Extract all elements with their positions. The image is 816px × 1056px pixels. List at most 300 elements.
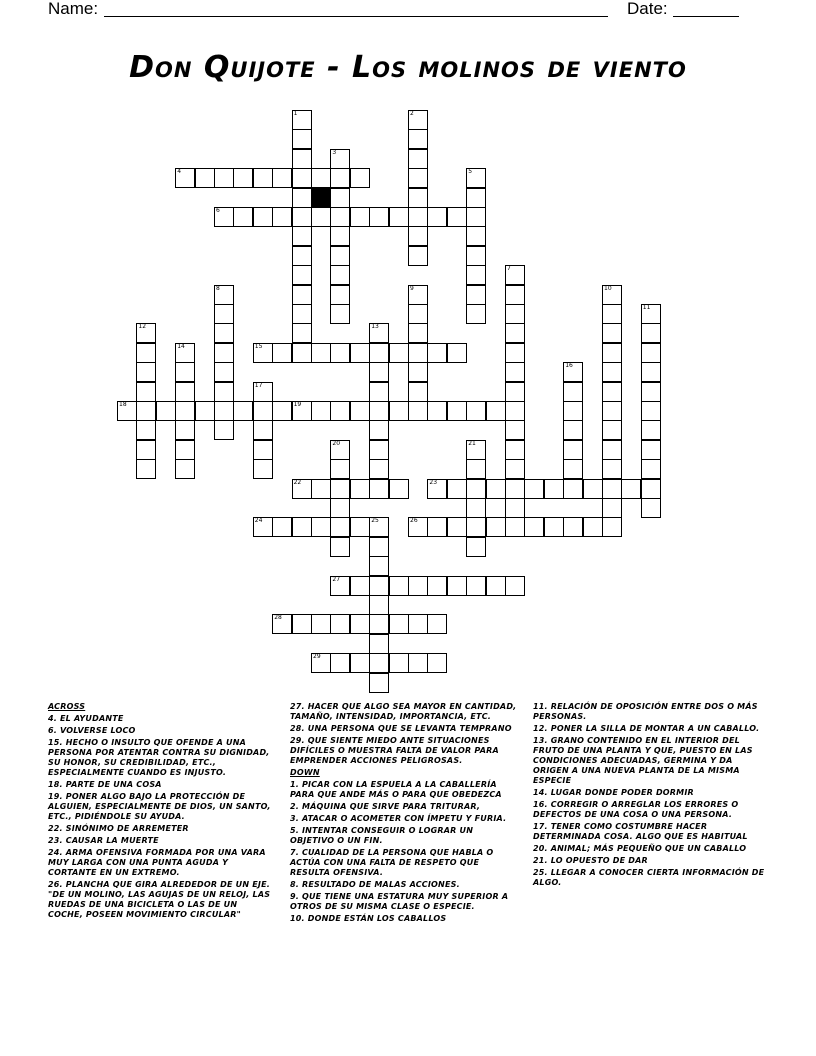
clue-number: 11 [642, 304, 651, 311]
crossword-cell[interactable] [311, 168, 331, 188]
crossword-cell[interactable] [389, 576, 409, 596]
crossword-cell[interactable] [233, 207, 253, 227]
crossword-cell[interactable] [214, 401, 234, 421]
crossword-cell[interactable] [330, 517, 350, 537]
crossword-cell[interactable] [641, 304, 661, 324]
crossword-cell[interactable] [253, 440, 273, 460]
down-clue: 25. LLEGAR A CONOCER CIERTA INFORMACIÓN DE ALGO. [533, 868, 765, 887]
clue-number: 23 [429, 478, 438, 486]
clue-number: 12 [138, 323, 147, 331]
crossword-cell[interactable] [330, 168, 350, 188]
across-clue: 24. ARMA OFENSIVA FORMADA POR UNA VARA MUY LARGA CON UNA PUNTA AGUDA Y CORTANTE EN UN EXTREMO. [48, 848, 266, 877]
crossword-cell[interactable] [389, 343, 409, 363]
crossword-cell[interactable] [136, 382, 156, 402]
across-clue: 23. CAUSAR LA MUERTE [48, 836, 159, 845]
crossword-cell[interactable] [602, 343, 622, 363]
crossword-cell[interactable] [330, 343, 350, 363]
crossword-cell[interactable] [330, 207, 350, 227]
crossword-cell[interactable] [214, 285, 234, 305]
crossword-cell[interactable] [505, 420, 525, 440]
clue-number: 9 [410, 284, 414, 292]
clue-number: 17 [254, 381, 263, 389]
across-clue: 26. PLANCHA QUE GIRA ALREDEDOR DE UN EJE. "DE UN MOLINO, LAS AGUJAS DE UN RELOJ, LAS RUEDAS DE UNA BICICLETA O LAS DE UN COCHE, POSEEN MOVIMIENTO CIRCULAR" [48, 880, 271, 919]
crossword-cell[interactable] [175, 343, 195, 363]
clue-number: 7 [507, 265, 511, 273]
clue-number: 4 [177, 168, 182, 176]
crossword-cell[interactable] [350, 576, 370, 596]
clues-column-1 [48, 702, 274, 922]
crossword-cell[interactable] [602, 362, 622, 382]
crossword-cell[interactable] [427, 401, 447, 421]
across-heading: ACROSS [48, 702, 86, 711]
crossword-cell[interactable] [408, 285, 428, 305]
crossword-cell[interactable] [330, 304, 350, 324]
crossword-cell[interactable] [427, 517, 447, 537]
crossword-cell[interactable] [330, 226, 350, 246]
crossword-cell[interactable] [292, 265, 312, 285]
crossword-cell[interactable] [350, 614, 370, 634]
crossword-cell[interactable] [369, 634, 389, 654]
crossword-cell[interactable] [292, 226, 312, 246]
crossword-cell[interactable] [253, 459, 273, 479]
crossword-cell[interactable] [233, 168, 253, 188]
crossword-cell[interactable] [292, 323, 312, 343]
crossword-cell[interactable] [486, 401, 506, 421]
crossword-cell[interactable] [292, 304, 312, 324]
crossword-cell[interactable] [505, 382, 525, 402]
crossword-cell[interactable] [505, 576, 525, 596]
crossword-cell[interactable] [544, 479, 564, 499]
crossword-cell[interactable] [466, 401, 486, 421]
crossword-cell[interactable] [447, 343, 467, 363]
crossword-cell[interactable] [505, 401, 525, 421]
crossword-cell[interactable] [292, 401, 312, 421]
crossword-cell[interactable] [330, 479, 350, 499]
crossword-cell[interactable] [272, 168, 292, 188]
crossword-cell[interactable] [389, 479, 409, 499]
crossword-cell[interactable] [408, 401, 428, 421]
down-clue: 14. LUGAR DONDE PODER DORMIR [533, 788, 694, 797]
crossword-cell[interactable] [369, 673, 389, 693]
clue-number: 20 [332, 439, 341, 447]
crossword-cell[interactable] [175, 382, 195, 402]
crossword-cell[interactable] [330, 401, 350, 421]
crossword-cell[interactable] [214, 382, 234, 402]
crossword-cell[interactable] [505, 362, 525, 382]
crossword-cell[interactable] [175, 440, 195, 460]
crossword-cell[interactable] [408, 614, 428, 634]
crossword-cell[interactable] [408, 188, 428, 208]
down-clue: 9. QUE TIENE UNA ESTATURA MUY SUPERIOR A OTROS DE SU MISMA CLASE O ESPECIE. [290, 892, 509, 911]
crossword-cell[interactable] [253, 382, 273, 402]
crossword-cell[interactable] [369, 382, 389, 402]
crossword-cell[interactable] [524, 479, 544, 499]
crossword-cell[interactable] [311, 401, 331, 421]
crossword-cell[interactable] [466, 188, 486, 208]
crossword-cell[interactable] [602, 382, 622, 402]
across-clue: 4. EL AYUDANTE [48, 714, 124, 723]
crossword-cell[interactable] [292, 517, 312, 537]
crossword-cell[interactable] [466, 537, 486, 557]
clue-number: 6 [216, 207, 220, 214]
crossword-cell[interactable] [505, 479, 525, 499]
crossword-cell[interactable] [427, 479, 447, 499]
crossword-cell[interactable] [214, 168, 234, 188]
crossword-cell[interactable] [602, 498, 622, 518]
crossword-cell[interactable] [330, 285, 350, 305]
crossword-cell[interactable] [408, 343, 428, 363]
down-clue: 5. INTENTAR CONSEGUIR O LOGRAR UN OBJETIVO O UN FIN. [290, 826, 474, 845]
crossword-cell[interactable] [330, 149, 350, 169]
down-clue: 2. MÁQUINA QUE SIRVE PARA TRITURAR, [290, 802, 481, 811]
across-clue: 28. UNA PERSONA QUE SE LEVANTA TEMPRANO [290, 724, 512, 733]
crossword-cell[interactable] [641, 401, 661, 421]
across-clue: 22. SINÓNIMO DE ARREMETER [48, 824, 189, 833]
crossword-cell[interactable] [292, 285, 312, 305]
crossword-cell[interactable] [292, 614, 312, 634]
crossword-cell[interactable] [350, 401, 370, 421]
crossword-cell[interactable] [408, 653, 428, 673]
crossword-cell[interactable] [466, 265, 486, 285]
down-clue: 20. ANIMAL; MÁS PEQUEÑO QUE UN CABALLO [533, 844, 747, 853]
crossword-cell[interactable] [311, 653, 331, 673]
crossword-cell[interactable] [408, 168, 428, 188]
crossword-cell[interactable] [175, 459, 195, 479]
crossword-cell[interactable] [466, 207, 486, 227]
crossword-cell[interactable] [447, 207, 467, 227]
crossword-cell[interactable] [466, 479, 486, 499]
crossword-cell[interactable] [175, 420, 195, 440]
crossword-cell[interactable] [389, 207, 409, 227]
crossword-cell[interactable] [350, 653, 370, 673]
crossword-cell[interactable] [408, 362, 428, 382]
crossword-cell[interactable] [136, 440, 156, 460]
clue-number: 26 [410, 517, 418, 525]
crossword-cell[interactable] [214, 304, 234, 324]
down-clue: 7. CUALIDAD DE LA PERSONA QUE HABLA O ACTÚA CON UNA FALTA DE RESPETO QUE RESULTA OFENSIVA. [290, 848, 494, 877]
crossword-cell[interactable] [175, 168, 195, 188]
crossword-cell[interactable] [330, 459, 350, 479]
clue-number: 5 [468, 168, 473, 176]
crossword-cell[interactable] [311, 479, 331, 499]
crossword-cell[interactable] [602, 304, 622, 324]
crossword-cell[interactable] [563, 401, 583, 421]
clue-number: 21 [468, 439, 476, 447]
clues-column-3 [533, 702, 769, 890]
crossword-cell[interactable] [117, 401, 137, 421]
crossword-cell[interactable] [602, 479, 622, 499]
crossword-cell[interactable] [292, 343, 312, 363]
crossword-cell[interactable] [505, 440, 525, 460]
crossword-cell[interactable] [563, 479, 583, 499]
crossword-cell[interactable] [253, 168, 273, 188]
crossword-cell[interactable] [330, 576, 350, 596]
crossword-cell[interactable] [466, 576, 486, 596]
crossword-cell[interactable] [214, 323, 234, 343]
crossword-cell[interactable] [311, 343, 331, 363]
down-heading: DOWN [290, 768, 320, 777]
crossword-cell[interactable] [214, 420, 234, 440]
clue-number: 2 [410, 110, 414, 117]
crossword-cell[interactable] [563, 420, 583, 440]
crossword-cell[interactable] [427, 576, 447, 596]
name-label: Name: [48, 0, 99, 18]
black-cell [311, 188, 331, 208]
crossword-cell[interactable] [505, 285, 525, 305]
crossword-cell[interactable] [408, 129, 428, 149]
crossword-cell[interactable] [466, 517, 486, 537]
crossword-cell[interactable] [350, 479, 370, 499]
crossword-cell[interactable] [214, 207, 234, 227]
clue-number: 28 [274, 614, 282, 622]
crossword-cell[interactable] [195, 168, 215, 188]
crossword-cell[interactable] [524, 517, 544, 537]
crossword-cell[interactable] [466, 246, 486, 266]
crossword-cell[interactable] [214, 362, 234, 382]
crossword-cell[interactable] [330, 265, 350, 285]
down-clue: 8. RESULTADO DE MALAS ACCIONES. [290, 880, 460, 889]
crossword-cell[interactable] [486, 576, 506, 596]
crossword-cell[interactable] [292, 479, 312, 499]
crossword-cell[interactable] [602, 401, 622, 421]
crossword-cell[interactable] [292, 110, 312, 130]
clue-number: 13 [371, 323, 379, 331]
crossword-cell[interactable] [253, 401, 273, 421]
crossword-cell[interactable] [136, 420, 156, 440]
down-clue: 17. TENER COMO COSTUMBRE HACER DETERMINADA COSA. ALGO QUE ES HABITUAL [533, 822, 748, 841]
crossword-cell[interactable] [466, 285, 486, 305]
crossword-cell[interactable] [369, 614, 389, 634]
crossword-cell[interactable] [427, 207, 447, 227]
crossword-cell[interactable] [447, 401, 467, 421]
crossword-cell[interactable] [369, 556, 389, 576]
clue-number: 15 [254, 342, 263, 350]
crossword-cell[interactable] [369, 459, 389, 479]
crossword-cell[interactable] [505, 517, 525, 537]
crossword-cell[interactable] [466, 304, 486, 324]
crossword-cell[interactable] [389, 653, 409, 673]
crossword-cell[interactable] [253, 207, 273, 227]
crossword-cell[interactable] [292, 246, 312, 266]
crossword-cell[interactable] [253, 517, 273, 537]
clue-number: 8 [216, 284, 220, 292]
clue-number: 19 [293, 401, 302, 408]
down-clue: 10. DONDE ESTÁN LOS CABALLOS [290, 914, 447, 923]
crossword-cell[interactable] [641, 459, 661, 479]
crossword-cell[interactable] [602, 323, 622, 343]
crossword-cell[interactable] [136, 459, 156, 479]
crossword-cell[interactable] [602, 517, 622, 537]
crossword-cell[interactable] [505, 323, 525, 343]
crossword-cell[interactable] [330, 440, 350, 460]
crossword-cell[interactable] [136, 401, 156, 421]
crossword-cell[interactable] [292, 149, 312, 169]
crossword-cell[interactable] [233, 401, 253, 421]
crossword-cell[interactable] [466, 459, 486, 479]
crossword-cell[interactable] [408, 517, 428, 537]
clue-number: 25 [371, 517, 379, 525]
clue-number: 10 [604, 284, 612, 292]
clue-number: 27 [332, 575, 341, 583]
crossword-cell[interactable] [641, 479, 661, 499]
down-clue: 16. CORREGIR O ARREGLAR LOS ERRORES O DEFECTOS DE UNA COSA O UNA PERSONA. [533, 800, 739, 819]
crossword-cell[interactable] [505, 265, 525, 285]
crossword-cell[interactable] [486, 517, 506, 537]
crossword-cell[interactable] [272, 207, 292, 227]
crossword-cell[interactable] [408, 382, 428, 402]
crossword-cell[interactable] [505, 343, 525, 363]
crossword-cell[interactable] [195, 401, 215, 421]
crossword-cell[interactable] [563, 382, 583, 402]
clues-column-2 [290, 702, 518, 926]
crossword-cell[interactable] [369, 479, 389, 499]
crossword-cell[interactable] [641, 323, 661, 343]
crossword-cell[interactable] [369, 537, 389, 557]
clue-number: 3 [332, 148, 337, 156]
crossword-cell[interactable] [350, 207, 370, 227]
crossword-cell[interactable] [272, 517, 292, 537]
down-clue: 1. PICAR CON LA ESPUELA A LA CABALLERÍA PARA QUE ANDE MÁS O PARA QUE OBEDEZCA [290, 780, 502, 799]
crossword-cell[interactable] [330, 537, 350, 557]
clue-number: 18 [119, 401, 127, 408]
crossword-cell[interactable] [369, 401, 389, 421]
clue-number: 24 [254, 517, 263, 525]
crossword-cell[interactable] [350, 168, 370, 188]
crossword-cell[interactable] [175, 362, 195, 382]
across-clue: 6. VOLVERSE LOCO [48, 726, 136, 735]
crossword-cell[interactable] [408, 576, 428, 596]
crossword-cell[interactable] [330, 498, 350, 518]
crossword-cell[interactable] [389, 401, 409, 421]
crossword-cell[interactable] [369, 420, 389, 440]
clue-number: 14 [177, 342, 185, 350]
crossword-cell[interactable] [583, 479, 603, 499]
crossword-cell[interactable] [563, 440, 583, 460]
crossword-cell[interactable] [408, 110, 428, 130]
across-clue: 27. HACER QUE ALGO SEA MAYOR EN CANTIDAD, TAMAÑO, INTENSIDAD, IMPORTANCIA, ETC. [290, 702, 517, 721]
crossword-cell[interactable] [369, 207, 389, 227]
crossword-cell[interactable] [292, 168, 312, 188]
crossword-cell[interactable] [253, 420, 273, 440]
crossword-cell[interactable] [466, 168, 486, 188]
crossword-cell[interactable] [350, 343, 370, 363]
crossword-cell[interactable] [369, 576, 389, 596]
crossword-cell[interactable] [330, 246, 350, 266]
crossword-cell[interactable] [505, 459, 525, 479]
crossword-cell[interactable] [641, 420, 661, 440]
crossword-cell[interactable] [641, 382, 661, 402]
crossword-cell[interactable] [408, 323, 428, 343]
crossword-cell[interactable] [427, 653, 447, 673]
clue-number: 1 [293, 110, 298, 117]
down-clue: 11. RELACIÓN DE OPOSICIÓN ENTRE DOS O MÁS PERSONAS. [533, 702, 758, 721]
crossword-cell[interactable] [136, 343, 156, 363]
crossword-cell[interactable] [369, 440, 389, 460]
crossword-cell[interactable] [563, 362, 583, 382]
crossword-cell[interactable] [641, 343, 661, 363]
crossword-cell[interactable] [505, 498, 525, 518]
crossword-cell[interactable] [408, 304, 428, 324]
across-clue: 15. HECHO O INSULTO QUE OFENDE A UNA PERSONA POR ATENTAR CONTRA SU DIGNIDAD, SU HONOR, SU CREDIBILIDAD, ETC., ESPECIALMENTE CUANDO ES INJUSTO. [48, 738, 270, 777]
crossword-cell[interactable] [214, 343, 234, 363]
crossword-cell[interactable] [408, 226, 428, 246]
crossword-cell[interactable] [369, 653, 389, 673]
crossword-cell[interactable] [136, 323, 156, 343]
across-clue: 19. PONER ALGO BAJO LA PROTECCIÓN DE ALGUIEN, ESPECIALMENTE DE DIOS, UN SANTO, ETC., PIDIÉNDOLE SU AYUDA. [48, 792, 271, 821]
crossword-cell[interactable] [505, 304, 525, 324]
crossword-cell[interactable] [292, 188, 312, 208]
crossword-cell[interactable] [602, 459, 622, 479]
down-clue: 13. GRANO CONTENIDO EN EL INTERIOR DEL FRUTO DE UNA PLANTA Y QUE, PUESTO EN LAS CONDICIONES ADECUADAS, GERMINA Y DA ORIGEN A UNA NUEVA PLANTA DE LA MISMA ESPECIE [533, 736, 753, 785]
clue-number: 22 [293, 478, 302, 486]
crossword-cell[interactable] [311, 614, 331, 634]
crossword-cell[interactable] [563, 517, 583, 537]
crossword-cell[interactable] [350, 517, 370, 537]
clue-number: 29 [313, 653, 321, 661]
crossword-cell[interactable] [583, 517, 603, 537]
crossword-cell[interactable] [427, 343, 447, 363]
crossword-cell[interactable] [272, 614, 292, 634]
crossword-cell[interactable] [311, 517, 331, 537]
crossword-cell[interactable] [447, 576, 467, 596]
crossword-cell[interactable] [369, 595, 389, 615]
crossword-cell[interactable] [330, 188, 350, 208]
across-clue: 29. QUE SIENTE MIEDO ANTE SITUACIONES DIFÍCILES O MUESTRA FALTA DE VALOR PARA EMPRENDER ACCIONES PELIGROSAS. [290, 736, 499, 765]
crossword-cell[interactable] [330, 614, 350, 634]
crossword-cell[interactable] [369, 517, 389, 537]
crossword-cell[interactable] [369, 362, 389, 382]
crossword-cell[interactable] [369, 343, 389, 363]
crossword-cell[interactable] [466, 498, 486, 518]
crossword-cell[interactable] [621, 479, 641, 499]
crossword-cell[interactable] [486, 479, 506, 499]
crossword-cell[interactable] [292, 207, 312, 227]
crossword-cell[interactable] [389, 614, 409, 634]
date-label: Date: [627, 0, 668, 18]
crossword-cell[interactable] [408, 149, 428, 169]
crossword-cell[interactable] [292, 129, 312, 149]
crossword-cell[interactable] [311, 207, 331, 227]
crossword-cell[interactable] [447, 479, 467, 499]
page-title: Don Quijote - Los molinos de viento [129, 50, 687, 85]
crossword-cell[interactable] [641, 498, 661, 518]
crossword-cell[interactable] [602, 440, 622, 460]
crossword-cell[interactable] [641, 362, 661, 382]
crossword-cell[interactable] [544, 517, 564, 537]
crossword-cell[interactable] [427, 614, 447, 634]
crossword-cell[interactable] [466, 440, 486, 460]
clue-number: 16 [565, 362, 573, 370]
crossword-cell[interactable] [602, 285, 622, 305]
crossword-cell[interactable] [253, 343, 273, 363]
crossword-cell[interactable] [466, 226, 486, 246]
crossword-cell[interactable] [408, 246, 428, 266]
crossword-cell[interactable] [563, 459, 583, 479]
crossword-cell[interactable] [408, 207, 428, 227]
crossword-cell[interactable] [602, 420, 622, 440]
across-clue: 18. PARTE DE UNA COSA [48, 780, 162, 789]
crossword-cell[interactable] [136, 362, 156, 382]
crossword-cell[interactable] [447, 517, 467, 537]
down-clue: 12. PONER LA SILLA DE MONTAR A UN CABALLO. [533, 724, 760, 733]
crossword-cell[interactable] [156, 401, 176, 421]
crossword-cell[interactable] [175, 401, 195, 421]
crossword-cell[interactable] [641, 440, 661, 460]
crossword-cell[interactable] [369, 323, 389, 343]
crossword-cell[interactable] [272, 401, 292, 421]
crossword-cell[interactable] [330, 653, 350, 673]
crossword-cell[interactable] [272, 343, 292, 363]
